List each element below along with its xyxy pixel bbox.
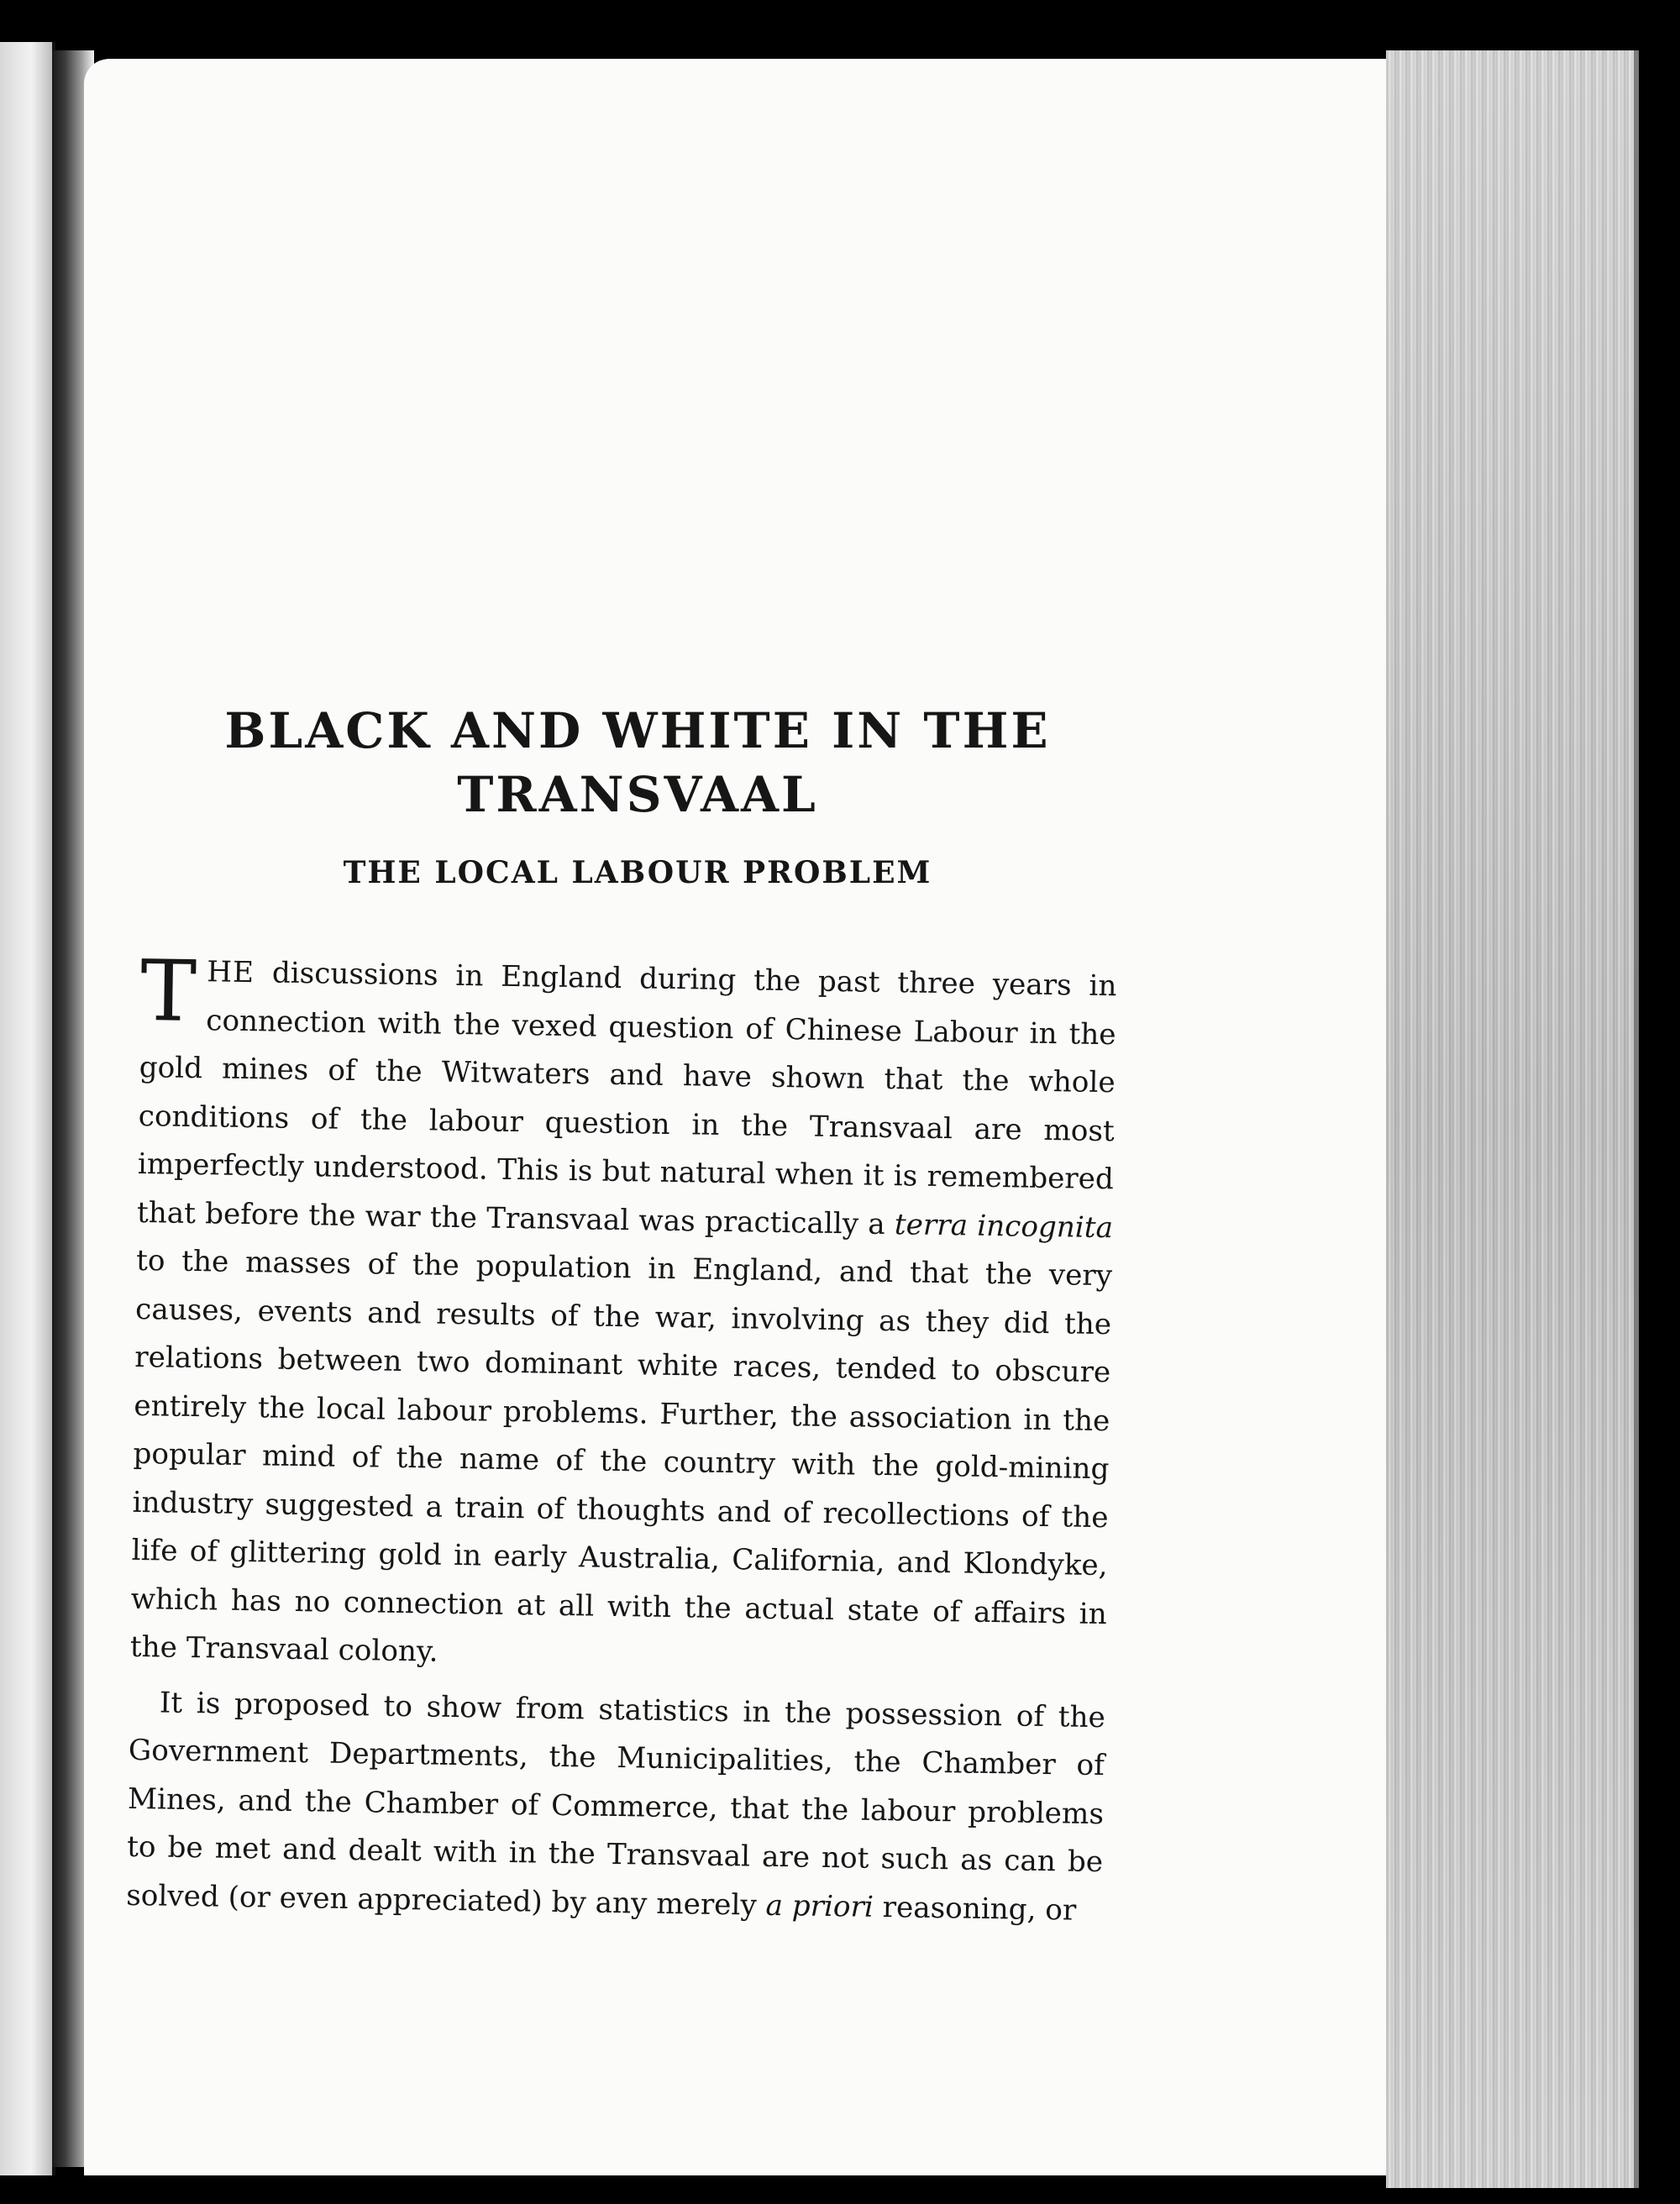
paragraph-2-italic: a priori <box>765 1888 874 1924</box>
paragraph-1-text-b: to the masses of the population in England, and that the very causes, events and results of the war, involving as they did the relations between two dominant white races, tended to obscure entirely the local labour problems. Further, the association in the popular mind of the name of the country with the gold-mining industry suggested a train of thoughts and of recollections of the life of glittering gold in early Australia, California, and Klondyke, which has no connection at all with the actual state of affairs in the Transvaal colony. <box>129 1243 1113 1669</box>
page-stack-edge <box>1386 50 1639 2188</box>
paragraph-2-text-a: It is proposed to show from statistics in the possession of the Government Departments, the Municipalities, the Chamber of Mines, and the Chamber of Commerce, that the labour problems to be met and dealt with in the Transvaal are not such as can be solved (or even appreciated) by any merely <box>125 1685 1106 1923</box>
paragraph-2-text-b: reasoning, or <box>873 1890 1077 1928</box>
page-subtitle: THE LOCAL LABOUR PROBLEM <box>343 855 932 890</box>
page-content <box>125 699 1117 1928</box>
drop-cap: T <box>139 942 197 1042</box>
paragraph-1-italic: terra incognita <box>894 1207 1114 1245</box>
previous-page-edge <box>0 42 55 2175</box>
page-title <box>158 699 1117 826</box>
paragraph-2 <box>126 1678 1105 1935</box>
title-line-2: TRANSVAAL <box>457 766 818 823</box>
drop-cap-continuation: HE <box>206 955 255 990</box>
paragraph-1-text-a: discussions in England during the past three years in connection with the vexed question of Chinese Labour in the gold mines of the Witwaters and have shown that the whole conditions of the labour question in the Transvaal are most imperfectly understood. This is but natural when it is remembered that before the war the Transvaal was practically a <box>136 956 1117 1241</box>
title-line-1: BLACK AND WHITE IN THE <box>224 702 1051 759</box>
body-text <box>125 942 1117 1935</box>
paragraph-1 <box>129 942 1117 1687</box>
